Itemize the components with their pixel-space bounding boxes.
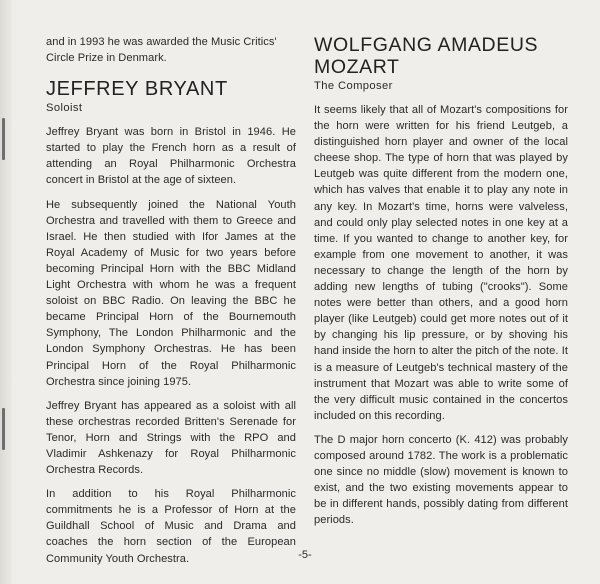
soloist-paragraph-2: He subsequently joined the National Youth Orchestra and travelled with them to Greece and Israel. He then studied with Ifor James at the Royal Academy of Music for two years before becoming Principal Horn with the BBC Midland Light Orchestra with whom he was a frequent soloist on BBC Radio. On leaving the BBC he became Principal Horn of the Bournemouth Symphony, The London Philharmonic and the London Symphony Orchestras. He has been Principal Horn of the Royal Philharmonic Orchestra since joining 1975. [46,198,296,388]
soloist-paragraph-4: In addition to his Royal Philharmonic commitments he is a Professor of Horn at the Guildhall School of Music and Drama and coaches the horn section of the European Community Youth Orchestra. [46,488,296,565]
soloist-paragraph-1: Jeffrey Bryant was born in Bristol in 1946. He started to play the French horn as a result of attending an Royal Philharmonic Orchestra concert in Bristol at the age of sixteen. [46,126,296,187]
composer-paragraph-1: It seems likely that all of Mozart's compositions for the horn were written for his friend Leutgeb, a distinguished horn player and owner of the local cheese shop. The type of horn that was played by Leutgeb was quite different from the modern one, which has valves that enable it to play any note in any key. In Mozart's time, horns were valveless, and could only play selected notes in one key at a time. If you wanted to change to another key, for example from one movement to another, it was necessary to change the length of the horn by adding new lengths of tubing ("crooks"). Some notes were better than others, and a good horn player (like Leutgeb) could get more notes out of it by changing his lip pressure, or by shoving his hand inside the horn to alter the pitch of the note. It is a measure of Leutgeb's technical mastery of the instrument that Mozart was able to write some of the very difficult music contained in the concertos included on this recording. [314,104,568,422]
composer-role: The Composer [314,80,393,92]
intro-paragraph: and in 1993 he was awarded the Music Critics' Circle Prize in Denmark. [46,36,277,65]
left-column [46,34,296,575]
composer-paragraph-2: The D major horn concerto (K. 412) was probably composed around 1782. The work is a problematic one since no middle (slow) movement is known to exist, and the two existing movements appear to be in different hands, possibly dating from different periods. [314,433,568,527]
page-number: -5- [298,549,312,561]
staple-bottom [2,408,5,450]
right-column [314,34,568,536]
soloist-heading: JEFFREY BRYANT [46,78,228,101]
soloist-role: Soloist [46,102,83,115]
composer-heading: WOLFGANG AMADEUS MOZART [314,34,539,78]
staple-top [2,118,5,160]
booklet-binding-edge [0,0,12,584]
soloist-paragraph-3: Jeffrey Bryant has appeared as a soloist with all these orchestras recorded Britten's Serenade for Tenor, Horn and Strings with the RPO and Vladimir Ashkenazy for Royal Philharmonic Orchestra Records. [46,399,296,477]
